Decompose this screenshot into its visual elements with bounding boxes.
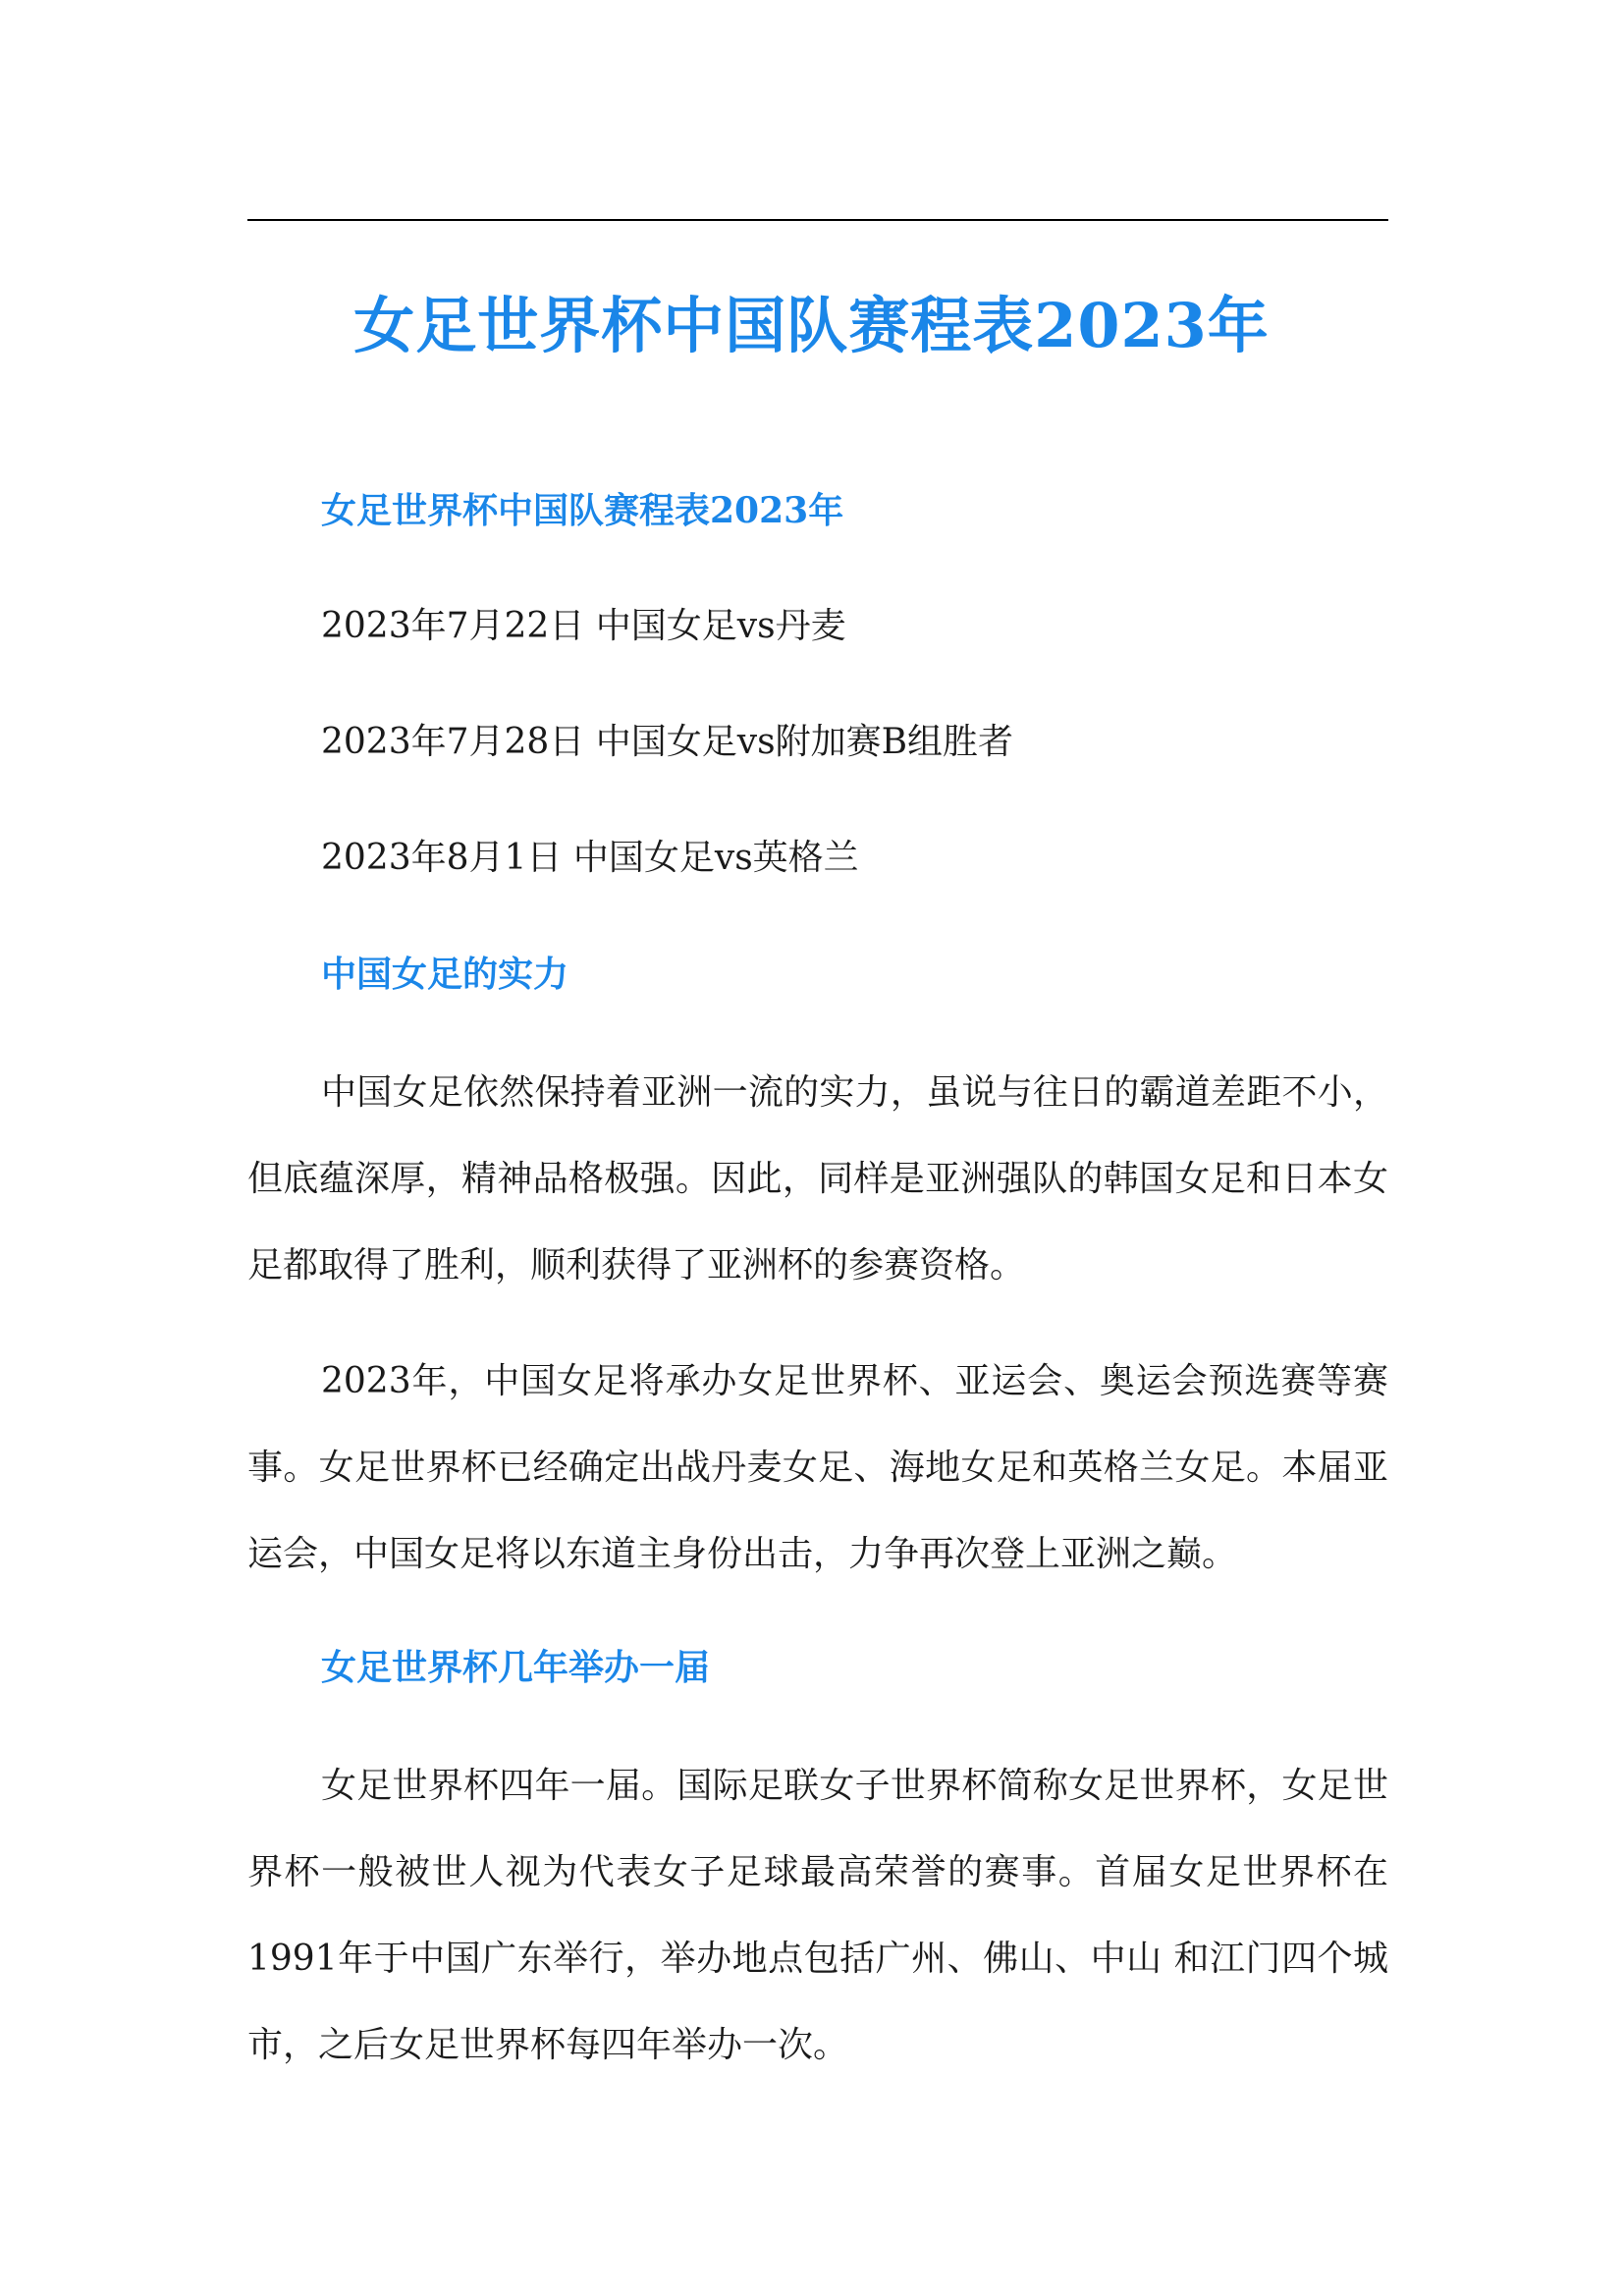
paragraph: 中国女足依然保持着亚洲一流的实力，虽说与往日的霸道差距不小，但底蕴深厚，精神品格极强。因此，同样是亚洲强队的韩国女足和日本女足都取得了胜利，顺利获得了亚洲杯的参赛资格。 xyxy=(247,1072,1388,1285)
section-heading-frequency: 女足世界杯几年举办一届 xyxy=(321,1647,711,1688)
paragraph: 2023年，中国女足将承办女足世界杯、亚运会、奥运会预选赛等赛事。女足世界杯已经确定出战丹麦女足、海地女足和英格兰女足。本届亚运会，中国女足将以东道主身份出击，力争再次登上亚洲之巅。 xyxy=(247,1361,1388,1574)
schedule-line: 2023年8月1日 中国女足vs英格兰 xyxy=(321,838,859,878)
header-rule xyxy=(247,219,1388,221)
schedule-line: 2023年7月28日 中国女足vs附加赛B组胜者 xyxy=(321,722,1014,762)
paragraph: 女足世界杯四年一届。国际足联女子世界杯简称女足世界杯，女足世界杯一般被世人视为代表女子足球最高荣誉的赛事。首届女足世界杯在1991年于中国广东举行，举办地点包括广州、佛山、中山 和江门四个城市，之后女足世界杯每四年举办一次。 xyxy=(247,1766,1388,2065)
page-title: 女足世界杯中国队赛程表2023年 xyxy=(353,290,1270,361)
section-heading-strength: 中国女足的实力 xyxy=(321,954,569,995)
schedule-line: 2023年7月22日 中国女足vs丹麦 xyxy=(321,606,846,646)
section-heading-schedule: 女足世界杯中国队赛程表2023年 xyxy=(321,490,844,531)
